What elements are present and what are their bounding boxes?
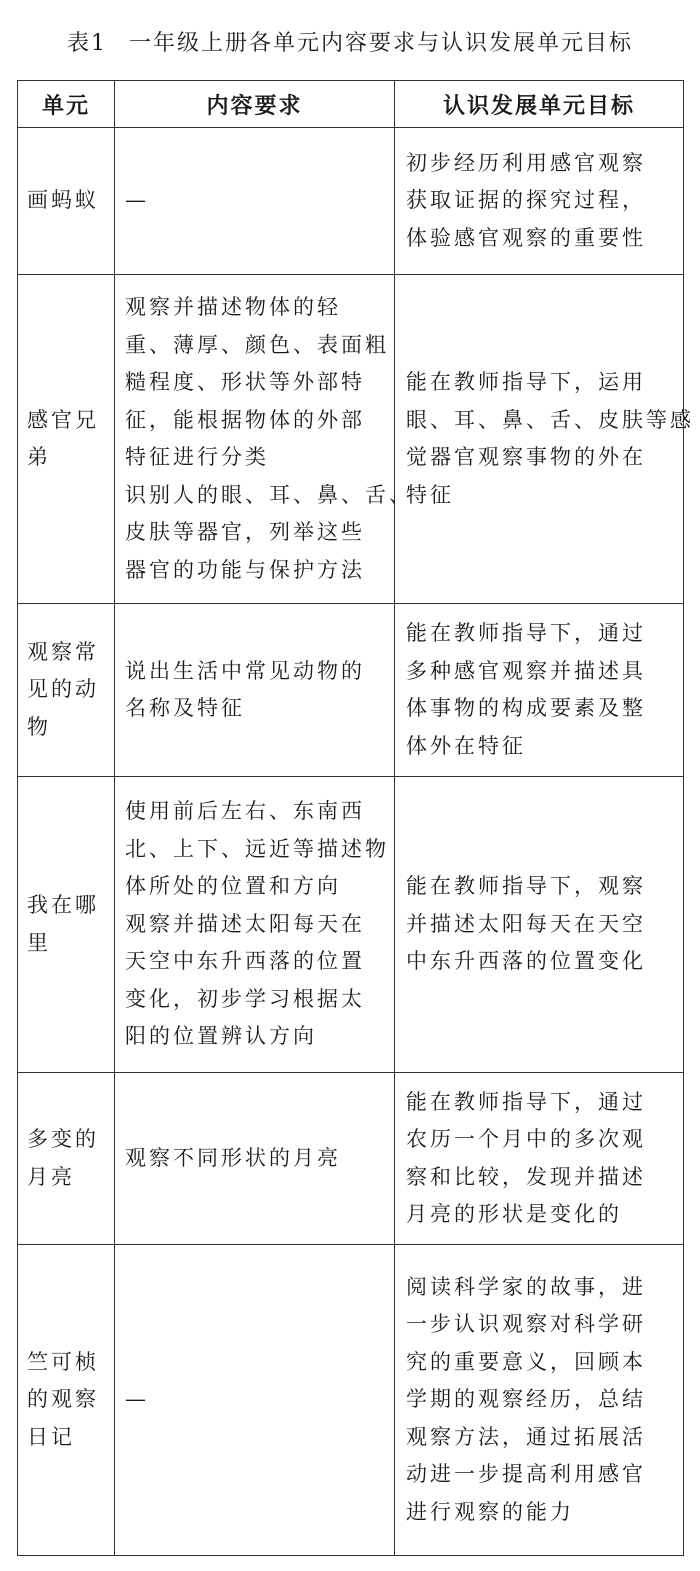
table-row <box>18 604 684 777</box>
header-unit: 单元 <box>18 81 115 128</box>
unit-cell: 多变的 月亮 <box>18 1073 115 1245</box>
goal-cell: 能在教师指导下，运用 眼、耳、鼻、舌、皮肤等感 觉器官观察事物的外在 特征 <box>395 275 684 604</box>
table-title: 一年级上册各单元内容要求与认识发展单元目标 <box>128 31 633 56</box>
unit-cell: 竺可桢 的观察 日记 <box>18 1245 115 1556</box>
table-row <box>18 128 684 275</box>
content-cell: 观察并描述物体的轻 重、薄厚、颜色、表面粗 糙程度、形状等外部特 征，能根据物体的外部 特征进行分类 识别人的眼、耳、鼻、舌、 皮肤等器官，列举这些 器官的功能与保护方法 <box>115 275 395 604</box>
goal-cell: 能在教师指导下，观察 并描述太阳每天在天空 中东升西落的位置变化 <box>395 777 684 1073</box>
goal-cell: 初步经历利用感官观察 获取证据的探究过程， 体验感官观察的重要性 <box>395 128 684 275</box>
goal-cell: 能在教师指导下，通过 农历一个月中的多次观 察和比较，发现并描述 月亮的形状是变化的 <box>395 1073 684 1245</box>
table-row <box>18 275 684 604</box>
unit-cell: 观察常 见的动 物 <box>18 604 115 777</box>
unit-cell: 我在哪 里 <box>18 777 115 1073</box>
table-row <box>18 1245 684 1556</box>
content-cell: — <box>115 128 395 275</box>
table-header-row <box>18 81 684 128</box>
goal-cell: 阅读科学家的故事，进 一步认识观察对科学研 究的重要意义，回顾本 学期的观察经历，总结 观察方法，通过拓展活 动进一步提高利用感官 进行观察的能力 <box>395 1245 684 1556</box>
header-content: 内容要求 <box>115 81 395 128</box>
header-goal: 认识发展单元目标 <box>395 81 684 128</box>
table-row <box>18 1073 684 1245</box>
table-caption <box>0 26 700 57</box>
table-number: 表1 <box>66 31 107 56</box>
table-row <box>18 777 684 1073</box>
content-cell: — <box>115 1245 395 1556</box>
content-cell: 使用前后左右、东南西 北、上下、远近等描述物 体所处的位置和方向 观察并描述太阳每天在 天空中东升西落的位置 变化，初步学习根据太 阳的位置辨认方向 <box>115 777 395 1073</box>
unit-cell: 感官兄 弟 <box>18 275 115 604</box>
content-cell: 说出生活中常见动物的 名称及特征 <box>115 604 395 777</box>
units-table <box>17 80 694 1556</box>
unit-cell: 画蚂蚁 <box>18 128 115 275</box>
goal-cell: 能在教师指导下，通过 多种感官观察并描述具 体事物的构成要素及整 体外在特征 <box>395 604 684 777</box>
content-cell: 观察不同形状的月亮 <box>115 1073 395 1245</box>
